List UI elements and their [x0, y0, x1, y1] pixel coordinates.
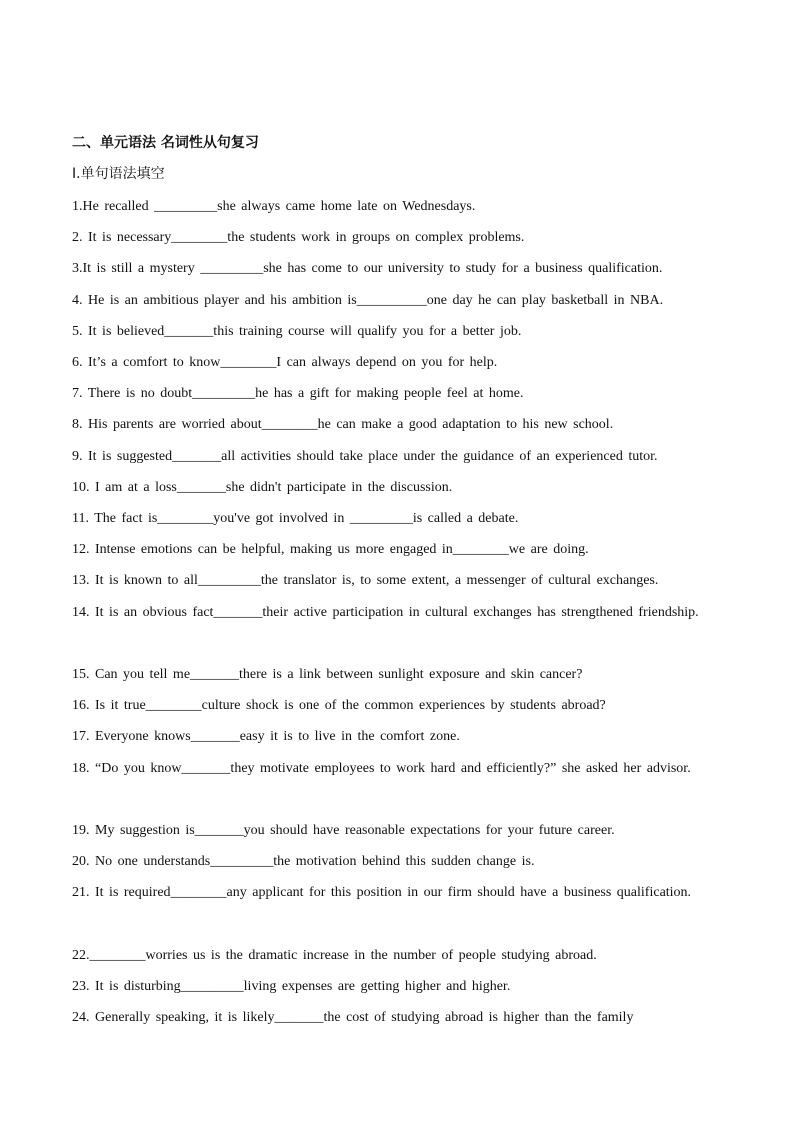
question-24: 24. Generally speaking, it is likely_______the cost of studying abroad is higher than the family	[72, 1010, 634, 1025]
question-21: 21. It is required________any applicant for this position in our firm should have a business qualification.	[72, 885, 692, 900]
question-3: 3.It is still a mystery _________she has come to our university to study for a business qualification.	[72, 261, 663, 276]
section-heading: 二、单元语法 名词性从句复习	[72, 135, 259, 151]
question-11: 11. The fact is________you've got involved in _________is called a debate.	[72, 511, 519, 526]
question-19: 19. My suggestion is_______you should have reasonable expectations for your future career.	[72, 823, 615, 838]
question-6: 6. It’s a comfort to know________I can always depend on you for help.	[72, 355, 498, 370]
question-16: 16. Is it true________culture shock is one of the common experiences by students abroad?	[72, 698, 606, 713]
question-2: 2. It is necessary________the students work in groups on complex problems.	[72, 230, 525, 245]
question-8: 8. His parents are worried about________he can make a good adaptation to his new school.	[72, 417, 614, 432]
question-9: 9. It is suggested_______all activities should take place under the guidance of an experienced tutor.	[72, 449, 658, 464]
question-4: 4. He is an ambitious player and his ambition is__________one day he can play basketball in NBA.	[72, 293, 664, 308]
question-15: 15. Can you tell me_______there is a link between sunlight exposure and skin cancer?	[72, 667, 583, 682]
question-22: 22.________worries us is the dramatic increase in the number of people studying abroad.	[72, 948, 597, 963]
question-20: 20. No one understands_________the motivation behind this sudden change is.	[72, 854, 535, 869]
question-5: 5. It is believed_______this training course will qualify you for a better job.	[72, 324, 522, 339]
question-23: 23. It is disturbing_________living expenses are getting higher and higher.	[72, 979, 511, 994]
question-10: 10. I am at a loss_______she didn't participate in the discussion.	[72, 480, 453, 495]
question-18: 18. “Do you know_______they motivate employees to work hard and efficiently?” she asked her advisor.	[72, 761, 691, 776]
question-13: 13. It is known to all_________the translator is, to some extent, a messenger of cultural exchanges.	[72, 573, 659, 588]
question-1: 1.He recalled _________she always came home late on Wednesdays.	[72, 199, 476, 214]
exercise-subheading: I.单句语法填空	[72, 166, 165, 182]
question-12: 12. Intense emotions can be helpful, making us more engaged in________we are doing.	[72, 542, 589, 557]
question-14: 14. It is an obvious fact_______their active participation in cultural exchanges has strengthened friendship.	[72, 605, 699, 620]
question-7: 7. There is no doubt_________he has a gift for making people feel at home.	[72, 386, 524, 401]
question-17: 17. Everyone knows_______easy it is to live in the comfort zone.	[72, 729, 460, 744]
